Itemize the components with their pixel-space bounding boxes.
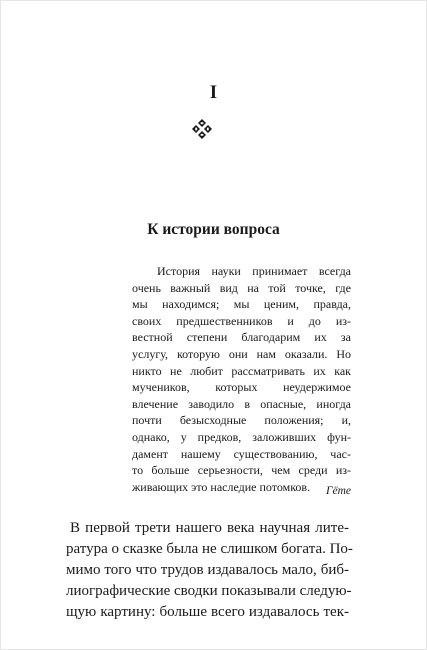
epigraph-line: однако, у предков, заложивших фун- xyxy=(132,429,351,444)
epigraph-line: то больше серьезности, чем среди из- xyxy=(132,463,351,478)
epigraph-line: вестной степени благодарим их за xyxy=(132,330,351,345)
four-diamond-ornament-icon xyxy=(191,118,213,140)
epigraph-line: влечение заводило в опасные, иногда xyxy=(132,396,351,411)
section-title: К истории вопроса xyxy=(147,221,280,238)
body-line: мимо того что трудов издавалось мало, биб- xyxy=(66,562,349,579)
body-line: щую картину: больше всего издавалось тек- xyxy=(66,604,349,621)
body-line: лиографические сводки показывали следую- xyxy=(66,583,352,600)
body-line: В первой трети нашего века научная лите- xyxy=(70,520,349,536)
chapter-number: I xyxy=(209,82,218,103)
epigraph-line: дамент нашему существованию, час- xyxy=(132,446,351,461)
epigraph-author: Гёте xyxy=(325,485,351,497)
epigraph-line: своих предшественников и до из- xyxy=(132,313,351,328)
body-line: ратура о сказке была не слишком богата. По- xyxy=(66,541,353,558)
epigraph-line: никто не любит рассматривать их как xyxy=(132,363,351,378)
epigraph-line: мучеников, которых неудержимое xyxy=(132,380,351,395)
epigraph-line: очень важный вид на той точке, где xyxy=(132,280,351,295)
body-text xyxy=(66,518,353,623)
epigraph-line: живающих это наследие потомков. xyxy=(132,479,311,494)
epigraph-line: История науки принимает всегда xyxy=(157,264,351,278)
epigraph-line: услугу, которую они нам оказали. Но xyxy=(132,346,351,361)
epigraph-line: почти безысходные положения; и, xyxy=(132,413,351,428)
epigraph-line: мы находимся; мы ценим, правда, xyxy=(132,297,351,312)
epigraph xyxy=(132,263,351,495)
